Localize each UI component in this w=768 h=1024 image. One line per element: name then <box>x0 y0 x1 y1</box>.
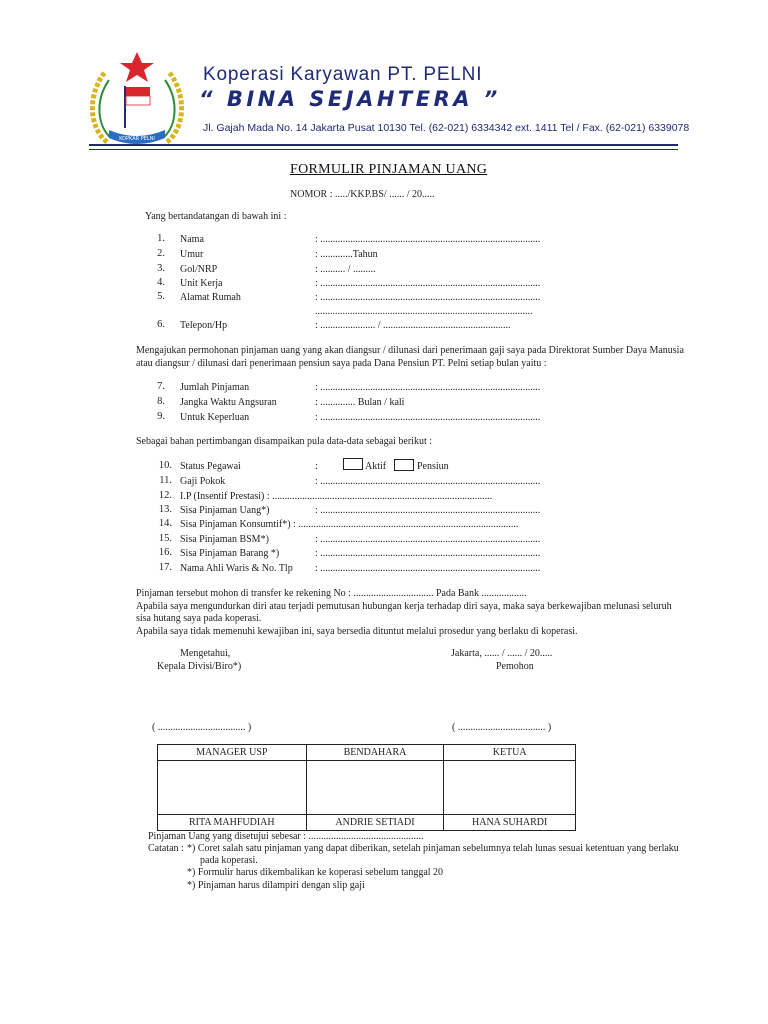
field-value-nama[interactable]: : ........................................................................................ <box>315 234 541 245</box>
field-label-unit-kerja: Unit Kerja <box>180 278 223 289</box>
note-3: *) Pinjaman harus dilampiri dengan slip gaji <box>187 880 365 891</box>
field-number: 10. <box>158 460 172 471</box>
note-1-line2: pada koperasi. <box>200 855 258 866</box>
field-label-keperluan: Untuk Keperluan <box>180 412 250 423</box>
field-number: 3. <box>157 263 165 274</box>
field-label-sisa-barang: Sisa Pinjaman Barang *) <box>180 548 280 559</box>
note-2: *) Formulir harus dikembalikan ke koperasi sebelum tanggal 20 <box>187 867 444 878</box>
field-label-nama: Nama <box>180 234 204 245</box>
field-label-telepon: Telepon/Hp <box>180 320 228 331</box>
field-number: 11. <box>159 475 172 486</box>
field-label-sisa-uang: Sisa Pinjaman Uang*) <box>180 505 270 516</box>
approval-name-ketua: HANA SUHARDI <box>444 815 576 831</box>
field-value-sisa-bsm[interactable]: : ........................................................................................ <box>315 534 541 545</box>
approved-amount[interactable]: Pinjaman Uang yang disetujui sebesar : .............................................. <box>148 831 424 842</box>
field-sisa-konsumtif[interactable]: Sisa Pinjaman Konsumtif*) : ........................................................................................ <box>180 519 519 530</box>
sign-right-name-blank[interactable]: ( ................................... ) <box>452 722 552 733</box>
header-rule-thin <box>89 149 678 150</box>
signature-box-manager[interactable] <box>158 761 307 815</box>
form-number: NOMOR : ...../KKP.BS/ ...... / 20..... <box>290 189 435 200</box>
field-label-gaji: Gaji Pokok <box>180 476 226 487</box>
field-value-alamat-line2[interactable]: ....................................................................................... <box>315 306 533 317</box>
signature-box-bendahara[interactable] <box>306 761 444 815</box>
obligation-paragraph-line2: sisa hutang saya pada koperasi. <box>136 613 262 624</box>
approval-header-bendahara: BENDAHARA <box>306 745 444 761</box>
approval-header-ketua: KETUA <box>444 745 576 761</box>
header-rule-thick <box>89 144 678 146</box>
approval-header-manager: MANAGER USP <box>158 745 307 761</box>
org-tagline: “ BINA SEJAHTERA ” <box>199 87 501 111</box>
field-value-unit-kerja[interactable]: : ........................................................................................ <box>315 278 541 289</box>
note-1-line1: *) Coret salah satu pinjaman yang dapat diberikan, setelah pinjaman sebelumnya telah lunas sesuai ketentuan yang berlaku <box>187 843 679 854</box>
field-value-gaji[interactable]: : ........................................................................................ <box>315 476 541 487</box>
field-ip[interactable]: I.P (Insentif Prestasi) : ........................................................................................ <box>180 491 493 502</box>
approval-name-bendahara: ANDRIE SETIADI <box>306 815 444 831</box>
approval-name-manager: RITA MAHFUDIAH <box>158 815 307 831</box>
status-aktif-checkbox[interactable] <box>343 458 363 470</box>
field-value-alamat[interactable]: : ........................................................................................ <box>315 292 541 303</box>
field-label-gol: Gol/NRP <box>180 264 218 275</box>
logo-banner-text: KOPKAR PELNI <box>119 136 155 142</box>
application-paragraph-line2: atau diangsur / dilunasi dari penerimaan pensiun saya pada Dana Pensiun PT. Pelni setiap bulan yaitu : <box>136 358 547 369</box>
legal-paragraph: Apabila saya tidak memenuhi kewajiban ini, saya bersedia dituntut melalui prosedur yang berlaku di koperasi. <box>136 626 578 637</box>
field-number: 7. <box>157 381 165 392</box>
field-value-jangka[interactable]: : .............. Bulan / kali <box>315 397 405 408</box>
status-aktif-label: Aktif <box>365 461 387 472</box>
field-number: 9. <box>157 411 165 422</box>
sign-right-date[interactable]: Jakarta, ...... / ...... / 20..... <box>451 648 553 659</box>
sign-left-title: Kepala Divisi/Biro*) <box>157 661 242 672</box>
field-number: 14. <box>158 518 172 529</box>
field-label-jumlah: Jumlah Pinjaman <box>180 382 250 393</box>
field-value-gol[interactable]: : .......... / ......... <box>315 264 376 275</box>
field-label-ahli-waris: Nama Ahli Waris & No. Tlp <box>180 563 293 574</box>
field-number: 4. <box>157 277 165 288</box>
sign-right-title: Pemohon <box>496 661 534 672</box>
field-number: 17. <box>158 562 172 573</box>
cooperative-logo <box>86 50 188 150</box>
field-label-umur: Umur <box>180 249 204 260</box>
form-title: FORMULIR PINJAMAN UANG <box>290 162 488 177</box>
field-number: 16. <box>158 547 172 558</box>
field-label-sisa-bsm: Sisa Pinjaman BSM*) <box>180 534 269 545</box>
transfer-line: Pinjaman tersebut mohon di transfer ke rekening No : ................................ Pada Bank .................. <box>136 588 527 599</box>
notes-label: Catatan : <box>148 843 184 854</box>
obligation-paragraph-line1: Apabila saya mengundurkan diri atau terjadi pemutusan hubungan kerja terhadap diri saya, maka saya berkewajiban melunasi seluruh <box>136 601 672 612</box>
field-value-ahli-waris[interactable]: : ........................................................................................ <box>315 563 541 574</box>
field-number: 2. <box>157 248 165 259</box>
field-number: 12. <box>158 490 172 501</box>
field-value-keperluan[interactable]: : ........................................................................................ <box>315 412 541 423</box>
field-value-sisa-uang[interactable]: : ........................................................................................ <box>315 505 541 516</box>
field-value-jumlah[interactable]: : ........................................................................................ <box>315 382 541 393</box>
status-pensiun-checkbox[interactable] <box>394 459 414 471</box>
intro-text: Yang bertandatangan di bawah ini : <box>145 211 287 222</box>
application-paragraph-line1: Mengajukan permohonan pinjaman uang yang akan diangsur / dilunasi dari penerimaan gaji saya pada Direktorat Sumber Daya Manusia <box>136 345 684 356</box>
field-number: 6. <box>157 319 165 330</box>
org-name: Koperasi Karyawan PT. PELNI <box>203 64 483 85</box>
field-number: 5. <box>157 291 165 302</box>
field-number: 8. <box>157 396 165 407</box>
status-colon: : <box>315 461 318 472</box>
status-pensiun-label: Pensiun <box>417 461 449 472</box>
field-label-jangka: Jangka Waktu Angsuran <box>180 397 277 408</box>
field-number: 1. <box>157 233 165 244</box>
field-value-umur[interactable]: : .............Tahun <box>315 249 378 260</box>
org-address: Jl. Gajah Mada No. 14 Jakarta Pusat 10130 Tel. (62-021) 6334342 ext. 1411 Tel / Fax. (62-021) 6339078 <box>203 122 690 134</box>
field-value-telepon[interactable]: : ...................... / ................................................... <box>315 320 511 331</box>
field-label-status: Status Pegawai <box>180 461 241 472</box>
field-label-alamat: Alamat Rumah <box>180 292 241 303</box>
field-value-sisa-barang[interactable]: : ........................................................................................ <box>315 548 541 559</box>
field-number: 13. <box>158 504 172 515</box>
sign-left-heading: Mengetahui, <box>180 648 231 659</box>
field-number: 15. <box>158 533 172 544</box>
approval-table <box>157 744 576 831</box>
sign-left-name-blank[interactable]: ( ................................... ) <box>152 722 252 733</box>
consideration-paragraph: Sebagai bahan pertimbangan disampaikan pula data-data sebagai berikut : <box>136 436 433 447</box>
signature-box-ketua[interactable] <box>444 761 576 815</box>
